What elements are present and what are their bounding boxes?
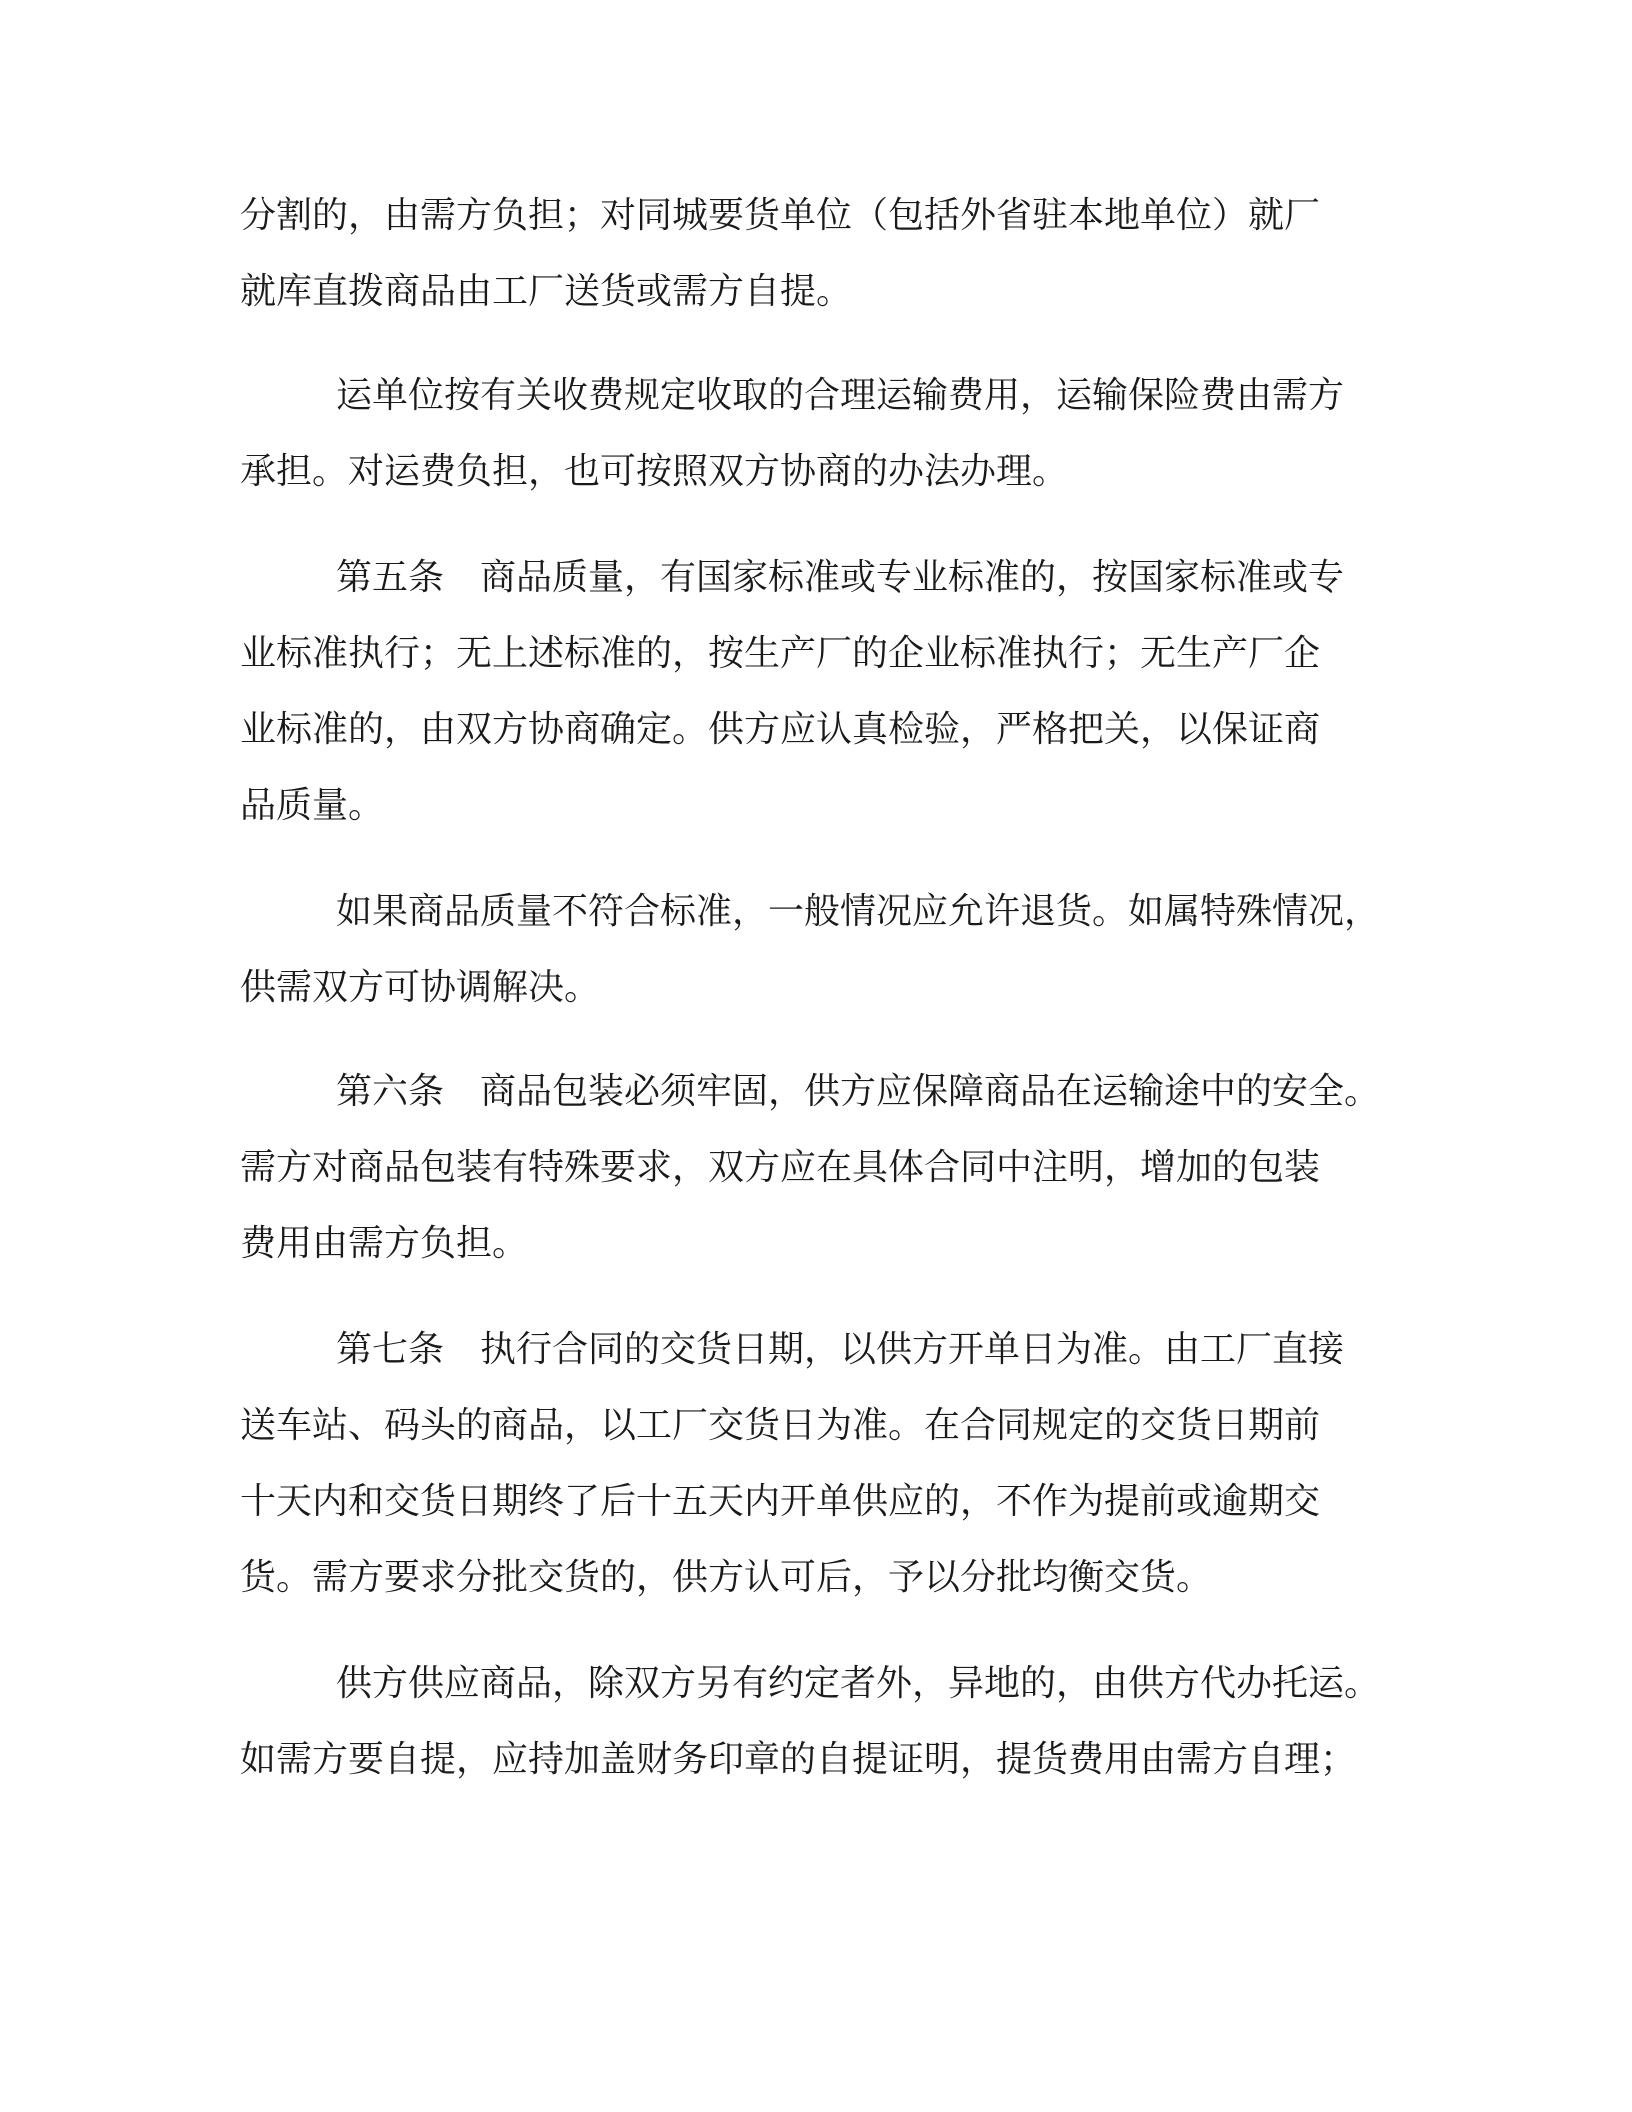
text-line: 需方对商品包装有特殊要求，双方应在具体合同中注明，增加的包装: [240, 1147, 1321, 1188]
text-line: 第六条 商品包装必须牢固，供方应保障商品在运输途中的安全。: [336, 1071, 1381, 1112]
text-line: 第五条 商品质量，有国家标准或专业标准的，按国家标准或专: [336, 557, 1345, 598]
paragraph-article-5: [240, 540, 1420, 844]
paragraph-7: [240, 1646, 1420, 1798]
text-line: 如果商品质量不符合标准，一般情况应允许退货。如属特殊情况，: [336, 891, 1381, 932]
text-line: 运单位按有关收费规定收取的合理运输费用，运输保险费由需方: [336, 375, 1345, 416]
paragraph-4: [240, 874, 1420, 1026]
text-line: 费用由需方负担。: [240, 1223, 529, 1264]
paragraph-1: [240, 178, 1420, 330]
text-line: 业标准执行；无上述标准的，按生产厂的企业标准执行；无生产厂企: [240, 633, 1321, 674]
paragraph-article-6: [240, 1054, 1420, 1282]
text-line: 分割的，由需方负担；对同城要货单位（包括外省驻本地单位）就厂: [240, 195, 1321, 236]
text-line: 业标准的，由双方协商确定。供方应认真检验，严格把关，以保证商: [240, 709, 1321, 750]
text-line: 如需方要自提，应持加盖财务印章的自提证明，提货费用由需方自理；: [240, 1739, 1357, 1780]
text-line: 送车站、码头的商品，以工厂交货日为准。在合同规定的交货日期前: [240, 1405, 1321, 1446]
text-line: 第七条 执行合同的交货日期，以供方开单日为准。由工厂直接: [336, 1329, 1345, 1370]
text-line: 十天内和交货日期终了后十五天内开单供应的，不作为提前或逾期交: [240, 1481, 1321, 1522]
text-line: 就库直拨商品由工厂送货或需方自提。: [240, 271, 853, 312]
text-line: 品质量。: [240, 785, 385, 826]
paragraph-article-7: [240, 1312, 1420, 1616]
text-line: 货。需方要求分批交货的，供方认可后，予以分批均衡交货。: [240, 1557, 1213, 1598]
text-line: 承担。对运费负担，也可按照双方协商的办法办理。: [240, 451, 1069, 492]
text-line: 供方供应商品，除双方另有约定者外，异地的，由供方代办托运。: [336, 1663, 1381, 1704]
text-line: 供需双方可协调解决。: [240, 967, 601, 1008]
paragraph-2: [240, 358, 1420, 510]
